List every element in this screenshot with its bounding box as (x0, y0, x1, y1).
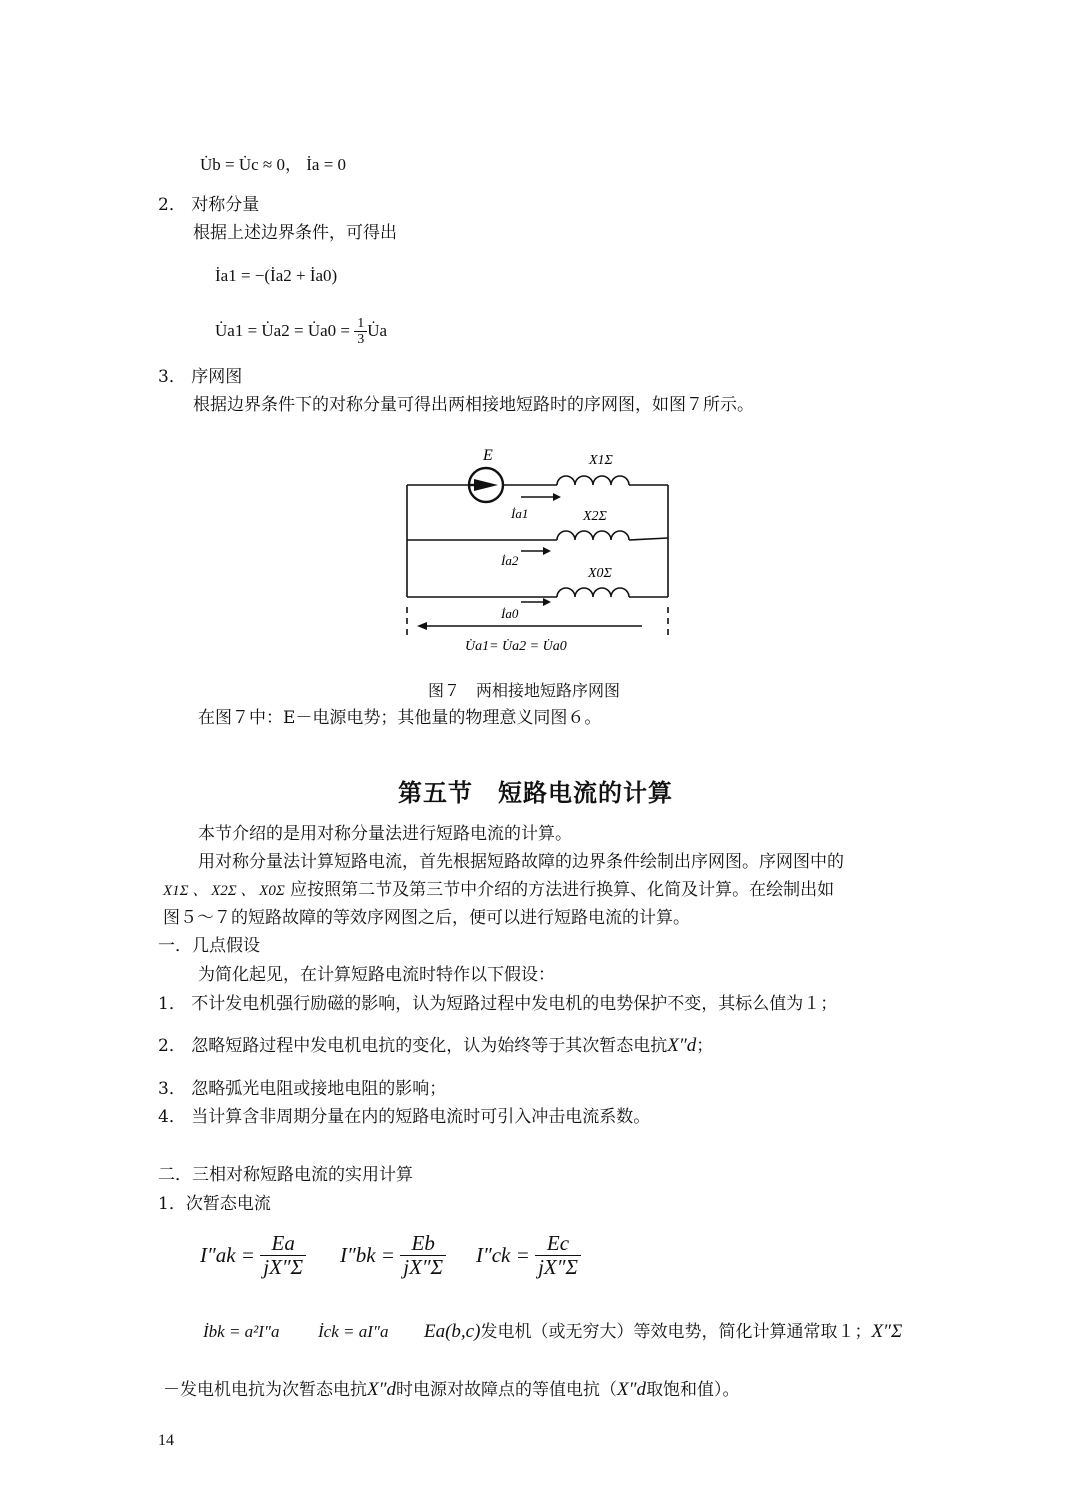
variable-ea: Ea(b,c) (424, 1321, 481, 1342)
page-number: 14 (158, 1432, 174, 1449)
figure-note: 在图７中：E－电源电势；其他量的物理意义同图６。 (198, 708, 602, 728)
relation-ibk: İbk = a²I″a (203, 1322, 280, 1341)
variable-xd: X″d (667, 1035, 697, 1056)
equation-voltage-equal: U̇a1 = U̇a2 = U̇a0 = $\frac{1}{3}$ U̇a (215, 316, 388, 348)
equation-boundary-conditions: U̇b = U̇c ≈ 0， İa = 0 (200, 155, 347, 174)
paragraph-1: 本节介绍的是用对称分量法进行短路电流的计算。 (198, 824, 572, 844)
voltage-source-arrow (474, 479, 498, 491)
reactance-definition-line: －发电机电抗为次暂态电抗X″d时电源对故障点的等值电抗（X″d取饱和值）。 (163, 1379, 740, 1400)
arrow-ia0-head (543, 598, 551, 606)
section-heading: 第五节 短路电流的计算 (398, 779, 673, 807)
subsection-sequence-network (158, 365, 242, 389)
paragraph-s3-intro: 根据边界条件下的对称分量可得出两相接地短路时的序网图，如图７所示。 (193, 395, 754, 415)
fraction-ibk: $\frac{Eb}{jX''\Sigma}$ (400, 1232, 446, 1279)
assumption-item-1: 1． 不计发电机强行励磁的影响，认为短路过程中发电机的电势保护不变，其标么值为１； (158, 994, 838, 1014)
variable-xsigma: X″Σ (871, 1321, 903, 1342)
figure-sequence-network-diagram (395, 440, 685, 670)
label-ia1: İa1 (511, 506, 529, 521)
subsection-number: 2． (158, 195, 186, 215)
label-x2: X2Σ (583, 509, 607, 524)
label-ia2: İa2 (501, 553, 519, 568)
label-voltage-equal: U̇a1= U̇a2 = U̇a0 (465, 639, 567, 654)
paragraph-2-line-3: 图５～７的短路故障的等效序网图之后，便可以进行短路电流的计算。 (163, 908, 690, 928)
arrow-ia1-head (553, 493, 561, 501)
equivalent-emf-line: Ea(b,c)发电机（或无穷大）等效电势，简化计算通常取１；X″Σ (424, 1321, 903, 1342)
arrow-ia2-head (543, 547, 551, 555)
paragraph-s2-intro: 根据上述边界条件，可得出 (193, 223, 397, 243)
label-source-e: E (483, 447, 493, 464)
assumption-item-3: 3． 忽略弧光电阻或接地电阻的影响； (158, 1079, 447, 1099)
formula-ick: I″ck = $\frac{Ec}{jX''\Sigma}$ (476, 1232, 581, 1279)
inductor-x0-coil (557, 588, 629, 597)
reactance-variables: X1Σ 、 X2Σ 、 X0Σ (163, 883, 285, 899)
subsection-symmetric-components (158, 193, 259, 217)
paragraph-2-line-1: 用对称分量法计算短路电流，首先根据短路故障的边界条件绘制出序网图。序网图中的 (198, 852, 844, 872)
arrow-voltage-head (417, 622, 427, 630)
paragraph-2-line-2: X1Σ 、 X2Σ 、 X0Σ 应按照第二节及第三节中介绍的方法进行换算、化简及计算。在绘制出如 (163, 880, 835, 900)
label-ia0: İa0 (501, 606, 519, 621)
assumptions-intro: 为简化起见，在计算短路电流时特作以下假设： (198, 965, 555, 985)
formula-ibk: I″bk = $\frac{Eb}{jX''\Sigma}$ (340, 1232, 446, 1279)
relation-ick: İck = aI″a (318, 1322, 389, 1341)
figure-caption: 图７ 两相接地短路序网图 (428, 681, 621, 700)
subsection-title: 序网图 (191, 367, 243, 387)
heading-subtransient-current: 1．次暂态电流 (158, 1194, 271, 1214)
variable-xd-2: X″d (617, 1379, 647, 1400)
fraction-one-third: $\frac{1}{3}$ (354, 316, 367, 348)
heading-three-phase: 二．三相对称短路电流的实用计算 (158, 1165, 413, 1185)
fraction-ick: $\frac{Ec}{jX''\Sigma}$ (535, 1232, 581, 1279)
fraction-iak: $\frac{Ea}{jX''\Sigma}$ (260, 1232, 306, 1279)
equation-current-sum: İa1 = −(İa2 + İa0) (215, 266, 338, 285)
heading-assumptions: 一．几点假设 (158, 936, 260, 956)
formula-iak: I″ak = $\frac{Ea}{jX''\Sigma}$ (200, 1232, 306, 1279)
inductor-x2-coil (557, 531, 629, 540)
subsection-number: 3． (158, 367, 186, 387)
inductor-x1-coil (557, 476, 629, 485)
variable-xd-1: X″d (367, 1379, 397, 1400)
subsection-title: 对称分量 (191, 195, 260, 215)
wire-mid-right (629, 538, 668, 540)
label-x0: X0Σ (588, 566, 612, 581)
assumption-item-4: 4． 当计算含非周期分量在内的短路电流时可引入冲击电流系数。 (158, 1107, 651, 1127)
assumption-item-2: 2． 忽略短路过程中发电机电抗的变化，认为始终等于其次暂态电抗X″d； (158, 1035, 714, 1056)
label-x1: X1Σ (589, 453, 613, 468)
